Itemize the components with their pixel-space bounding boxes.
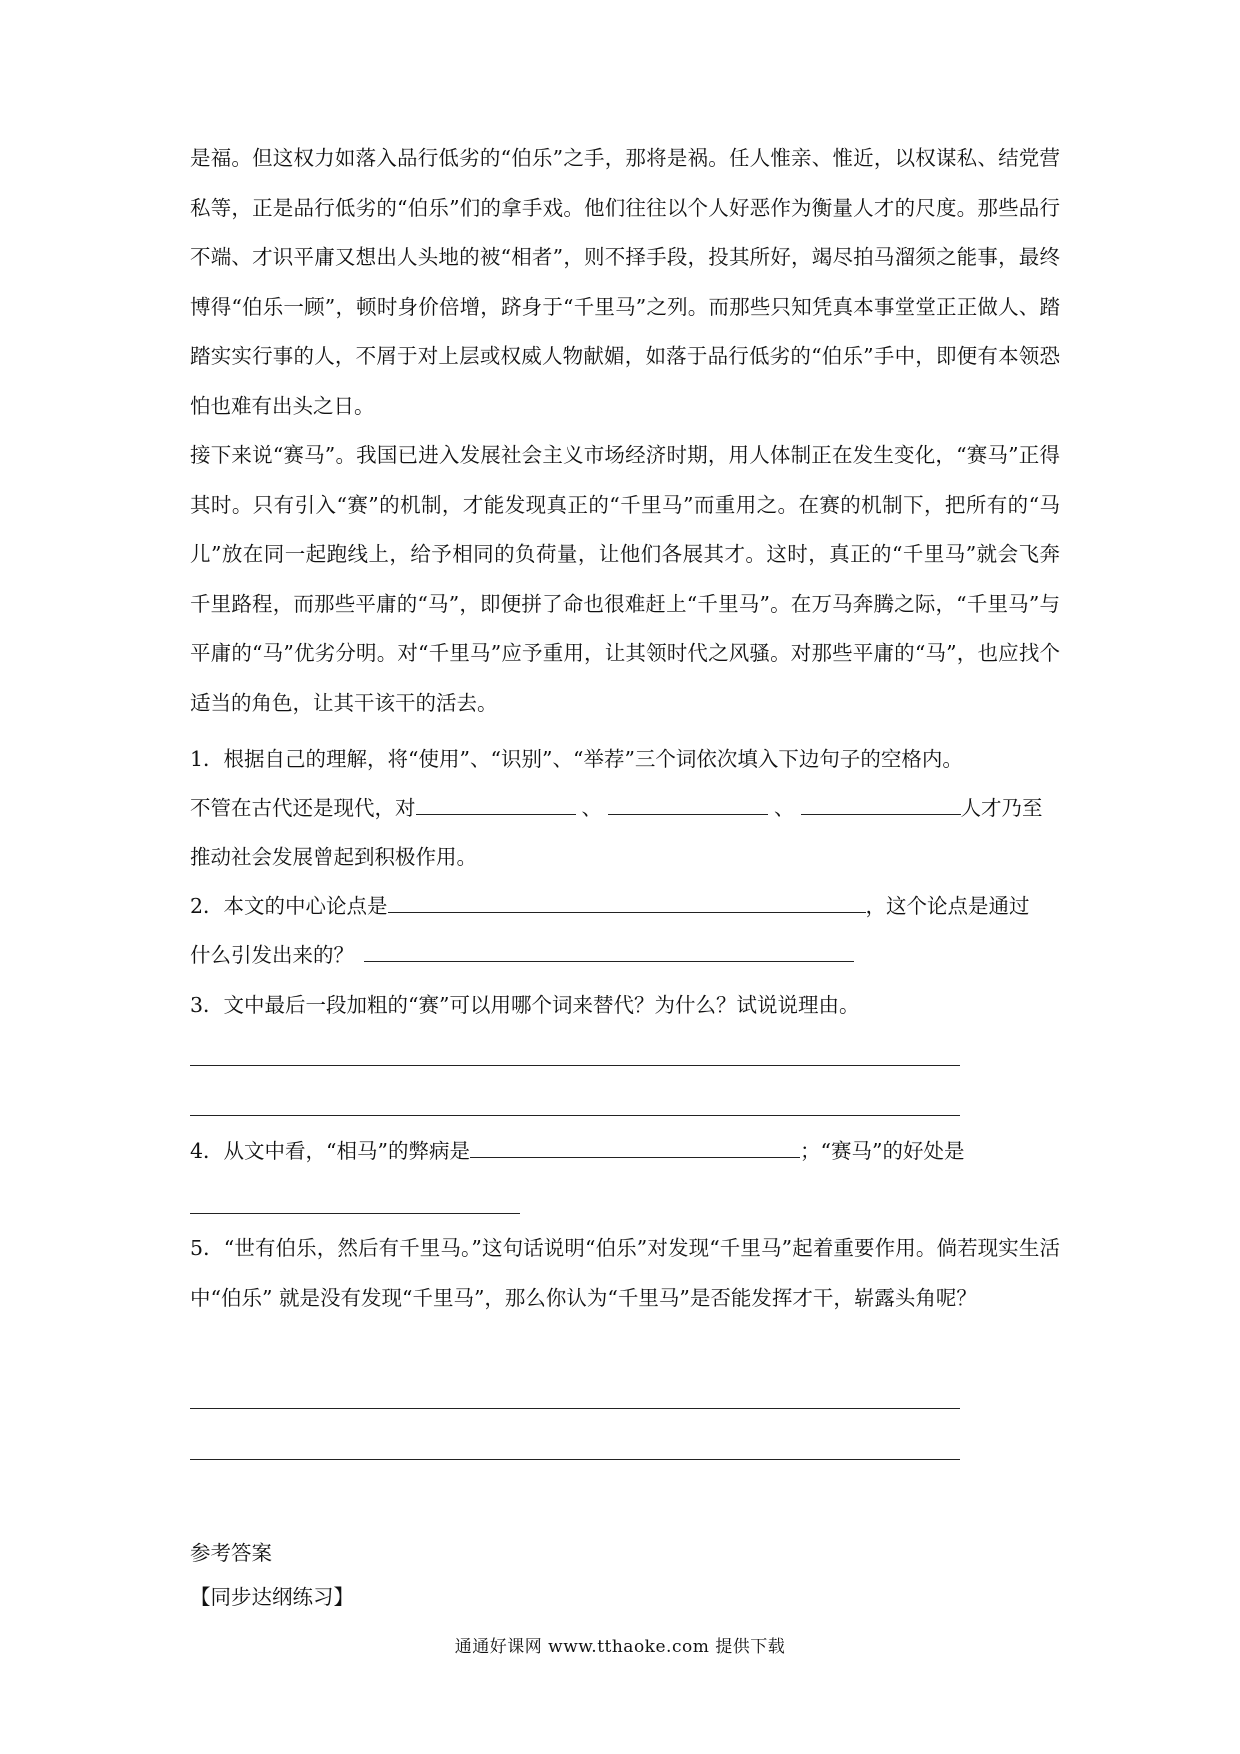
question-2-line-2 [190, 931, 1060, 981]
question-1-blank-3[interactable] [801, 792, 961, 815]
question-1-blank-1[interactable] [416, 792, 576, 815]
question-1-blank-2[interactable] [608, 792, 768, 815]
page-footer: 通通好课网 www.tthaoke.com 提供下载 [454, 1637, 786, 1657]
passage-paragraph-2: 接下来说“赛马”。我国已进入发展社会主义市场经济时期，用人体制正在发生变化，“赛马”正得其时。只有引入“赛”的机制，才能发现真正的“千里马”而重用之。在赛的机制下，把所有的“马儿”放在同一起跑线上，给予相同的负荷量，让他们各展其才。这时，真正的“千里马”就会飞奔千里路程，而那些平庸的“马”，即便拼了命也很难赶上“千里马”。在万马奔腾之际，“千里马”与平庸的“马”优劣分明。对“千里马”应予重用，让其领时代之风骚。对那些平庸的“马”，也应找个适当的角色，让其干该干的活去。 [190, 443, 1060, 715]
question-4-text-a: 4．从文中看，“相马”的弊病是 [190, 1139, 471, 1163]
question-4-text-b: ；“赛马”的好处是 [800, 1139, 965, 1163]
answers-section-title: 【同步达纲练习】 [190, 1585, 354, 1609]
question-1-text-b: 人才乃至 [960, 796, 1043, 820]
question-1-text-c: 推动社会发展曾起到积极作用。 [190, 845, 477, 869]
question-3-answer-line-2[interactable] [190, 1115, 960, 1116]
question-4-line-1 [190, 1127, 1060, 1177]
passage-paragraph-1: 是福。但这权力如落入品行低劣的“伯乐”之手，那将是祸。任人惟亲、惟近，以权谋私、结党营私等，正是品行低劣的“伯乐”们的拿手戏。他们往往以个人好恶作为衡量人才的尺度。那些品行不端、才识平庸又想出人头地的被“相者”，则不择手段，投其所好，竭尽拍马溜须之能事，最终博得“伯乐一顾”，顿时身价倍增，跻身于“千里马”之列。而那些只知凭真本事堂堂正正做人、踏踏实实行事的人，不屑于对上层或权威人物献媚，如落于品行低劣的“伯乐”手中，即便有本领恐怕也难有出头之日。 [190, 146, 1060, 418]
question-2-line-1 [190, 882, 1060, 932]
answers-title: 参考答案 [190, 1541, 272, 1565]
question-1-separator-2: 、 [774, 796, 795, 820]
question-1-text-a: 不管在古代还是现代，对 [190, 796, 416, 820]
question-2-blank-2[interactable] [364, 939, 854, 962]
passage [190, 134, 1060, 728]
question-3-prompt: 3．文中最后一段加粗的“赛”可以用哪个词来替代？为什么？试说说理由。 [190, 993, 860, 1017]
question-4-blank-1[interactable] [470, 1135, 800, 1158]
question-1-prompt: 1．根据自己的理解，将“使用”、“识别”、“举荐”三个词依次填入下边句子的空格内。 [190, 747, 963, 771]
question-2-text-a: 2．本文的中心论点是 [190, 894, 388, 918]
question-1-separator-1: 、 [581, 796, 602, 820]
question-2-text-c: 什么引发出来的？ [190, 943, 354, 967]
question-1-sentence [190, 784, 1060, 834]
question-5-answer-line-2[interactable] [190, 1459, 960, 1460]
question-5-prompt: 5．“世有伯乐，然后有千里马。”这句话说明“伯乐”对发现“千里马”起着重要作用。倘若现实生活中“伯乐” 就是没有发现“千里马”，那么你认为“千里马”是否能发挥才干，崭露头角呢？ [190, 1236, 1060, 1310]
question-5-answer-line-1[interactable] [190, 1408, 960, 1409]
question-3-answer-line-1[interactable] [190, 1065, 960, 1066]
question-2-blank-1[interactable] [388, 890, 866, 913]
question-4-blank-2[interactable] [190, 1213, 520, 1214]
question-2-text-b: ，这个论点是通过 [865, 894, 1030, 918]
